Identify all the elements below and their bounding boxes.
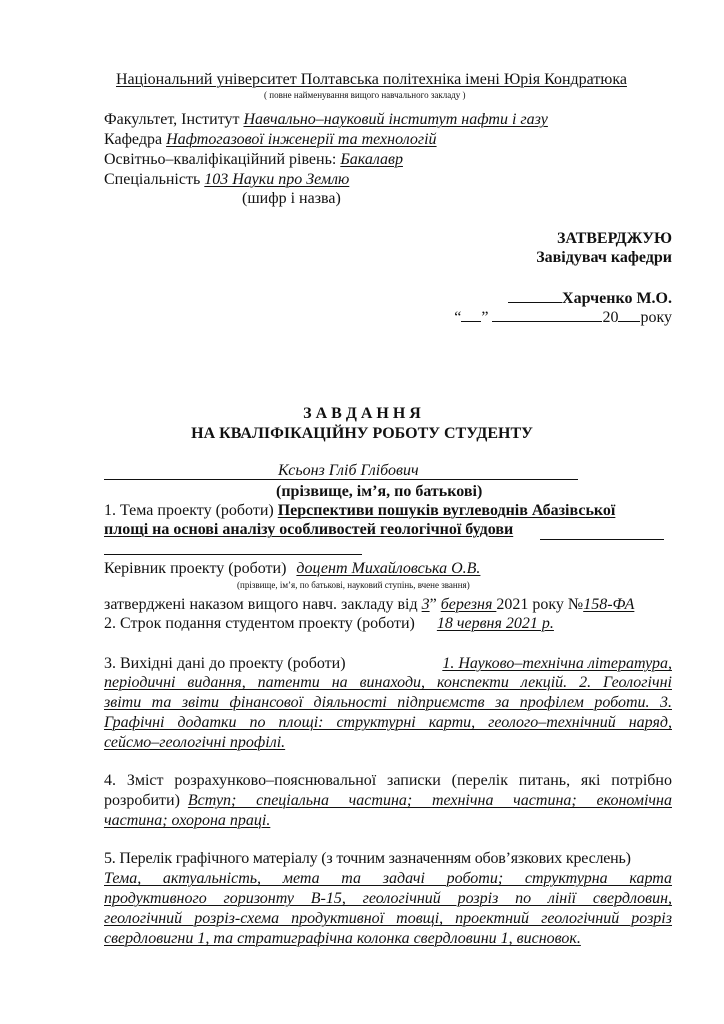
order-month: березня — [440, 596, 497, 613]
specialty-line — [104, 170, 349, 189]
student-caption: (прізвище, ім’я, по батькові) — [276, 483, 483, 500]
date-close-quote: ” — [481, 309, 489, 326]
approval-title: ЗАТВЕРДЖУЮ — [556, 230, 672, 247]
level-line — [104, 150, 403, 169]
approval-position: Завідувач кафедри — [536, 249, 672, 266]
initial-data-value-2: періодичні видання, патенти на винаходи, конспекти лекцій. 2. Геологічні — [104, 674, 672, 691]
head-name: Харченко М.О. — [562, 290, 672, 307]
department-label: Кафедра — [104, 131, 167, 148]
initial-data-value-5: сейсмо–геологічні профілі. — [104, 734, 286, 751]
initial-data-value-1: 1. Науково–технічна література, — [442, 655, 672, 672]
initial-data-label: 3. Вихідні дані до проекту (роботи) — [104, 655, 346, 672]
date-open-quote: “ — [454, 309, 462, 326]
supervisor-line — [104, 559, 566, 578]
task-subtitle: НА КВАЛІФІКАЦІЙНУ РОБОТУ СТУДЕНТУ — [191, 425, 533, 442]
specialty-label: Спеціальність — [104, 171, 205, 188]
supervisor-value: доцент Михайловська О.В. — [296, 560, 481, 577]
contents-value-2: частина; охорона праці. — [104, 812, 271, 829]
day-blank — [461, 307, 481, 322]
graphics-label: 5. Перелік графічного матеріалу (з точним зазначенням обов’язкових креслень) — [104, 850, 631, 867]
supervisor-caption: (прізвище, ім’я, по батькові, науковий ступінь, вчене звання) — [237, 580, 470, 590]
faculty-value: Навчально–науковий інститут нафти і газу — [243, 111, 548, 128]
contents-value-1: Вступ; спеціальна частина; технічна частина; економічна — [187, 792, 672, 809]
blank-line — [104, 554, 362, 555]
supervisor-label: Керівник проекту (роботи) — [104, 560, 291, 577]
student-name-line — [104, 479, 578, 480]
topic-trailing-line — [540, 539, 664, 540]
department-line — [104, 130, 437, 149]
student-name: Ксьонз Гліб Глібович — [278, 462, 419, 479]
approval-signature — [508, 288, 672, 308]
contents-line-2 — [104, 791, 672, 810]
deadline-line — [104, 614, 592, 633]
topic-line-2 — [104, 520, 513, 539]
initial-data-line-1 — [104, 654, 672, 673]
deadline-value: 18 червня 2021 р. — [436, 615, 554, 632]
month-blank — [492, 307, 602, 322]
topic-value-2: площі на основі аналізу особливостей геологічної будови — [104, 521, 514, 538]
order-number: 158-ФА — [583, 596, 635, 613]
graphics-value-3: геологічний розріз-схема продуктивної товщі, проектний геологічний розріз — [104, 910, 672, 927]
faculty-label: Факультет, Інститут — [104, 111, 244, 128]
department-value: Нафтогазової інженерії та технологій — [166, 131, 437, 148]
specialty-caption: (шифр і назва) — [242, 190, 341, 207]
level-value: Бакалавр — [340, 151, 403, 168]
year-blank — [618, 307, 640, 322]
graphics-value-2: продуктивного горизонту В-15, геологічний розріз по лінії свердловин, — [104, 890, 672, 907]
topic-value-1: Перспективи пошуків вуглеводнів Абазівської — [277, 502, 616, 519]
university-name: Національний університет Полтавська політехніка імені Юрія Кондратюка — [116, 71, 627, 88]
contents-label-1: 4. Зміст розрахунково–пояснювальної записки (перелік питань, які потрібно — [104, 772, 672, 789]
year-prefix: 20 — [602, 309, 619, 326]
order-year: 2021 року № — [496, 596, 584, 613]
order-label: затверджені наказом вищого навч. закладу від — [104, 596, 422, 613]
task-title: З А В Д А Н Н Я — [303, 405, 421, 422]
order-quote: ” — [429, 596, 437, 613]
graphics-value-1: Тема, актуальність, мета та задачі роботи; структурна карта — [104, 870, 672, 887]
approval-date — [454, 307, 672, 327]
graphics-value-4: свердловигни 1, та стратиграфічна колонка свердловини 1, висновок. — [104, 930, 581, 947]
topic-label: 1. Тема проекту (роботи) — [104, 502, 278, 519]
topic-line-1 — [104, 501, 615, 520]
order-line — [104, 595, 634, 614]
signature-blank — [508, 288, 562, 303]
deadline-label: 2. Строк подання студентом проекту (роботи) — [104, 615, 415, 632]
contents-label-2: розробити) — [104, 792, 180, 809]
level-label: Освітньо–кваліфікаційний рівень: — [104, 151, 341, 168]
faculty-line — [104, 110, 548, 129]
year-suffix: року — [640, 309, 672, 326]
specialty-value: 103 Науки про Землю — [204, 171, 350, 188]
order-day: 3 — [421, 596, 430, 613]
initial-data-value-3: звіти та звіти фінансової діяльності підприємств за профілем роботи. 3. — [104, 694, 672, 711]
initial-data-value-4: Графічні додатки по площі: структурні карти, геолого–технічний наряд, — [104, 714, 672, 731]
university-caption: ( повне найменування вищого навчального закладу ) — [264, 90, 466, 100]
